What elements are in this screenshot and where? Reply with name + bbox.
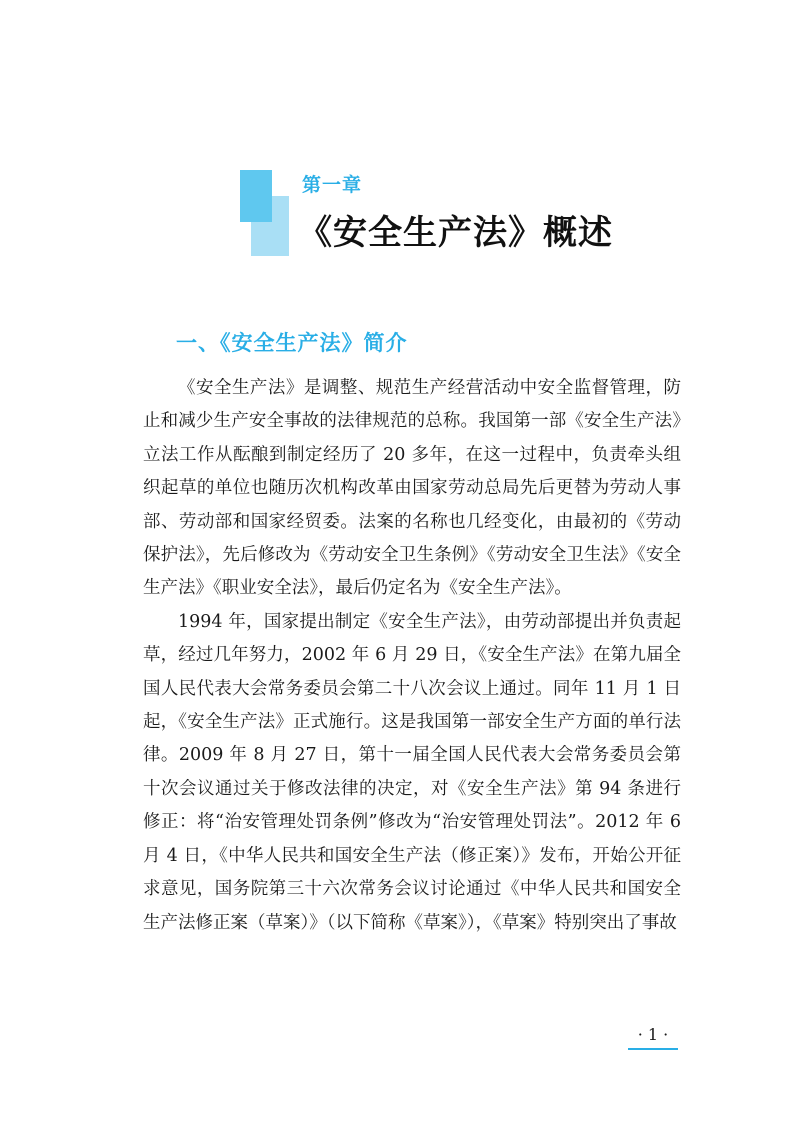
chapter-decoration-dark-block [240,170,272,222]
page-number: · 1 · [637,1025,669,1044]
chapter-title: 《安全生产法》概述 [298,213,613,253]
section-heading: 一、《安全生产法》简介 [176,331,408,355]
paragraph: 《安全生产法》是调整、规范生产经营活动中安全监督管理，防止和减少生产安全事故的法律规范的总称。我国第一部《安全生产法》立法工作从酝酿到制定经历了 20 多年，在这一过程中，负责牵头组织起草的单位也随历次机构改革由国家劳动总局先后更替为劳动人事部、劳动部和国家经贸委。法案的名称也几经变化，由最初的《劳动保护法》，先后修改为《劳动安全卫生条例》《劳动安全卫生法》《安全生产法》《职业安全法》，最后仍定名为《安全生产法》。 [143,378,681,599]
chapter-header [0,0,800,280]
paragraph: 1994 年，国家提出制定《安全生产法》，由劳动部提出并负责起草，经过几年努力，2002 年 6 月 29 日，《安全生产法》在第九届全国人民代表大会常务委员会第二十八次会议上通过。同年 11 月 1 日起，《安全生产法》正式施行。这是我国第一部安全生产方面的单行法律。2009 年 8 月 27 日，第十一届全国人民代表大会常务委员会第十次会议通过关于修改法律的决定，对《安全生产法》第 94 条进行修正：将“治安管理处罚条例”修改为“治安管理处罚法”。2012 年 6 月 4 日，《中华人民共和国安全生产法（修正案）》发布，开始公开征求意见，国务院第三十六次常务会议讨论通过《中华人民共和国安全生产法修正案（草案）》（以下简称《草案》），《草案》特别突出了事故 [143,611,682,933]
page-footer [628,1024,678,1050]
body-text [143,372,681,940]
chapter-number: 第一章 [302,174,363,196]
page-number-underline [628,1048,678,1050]
